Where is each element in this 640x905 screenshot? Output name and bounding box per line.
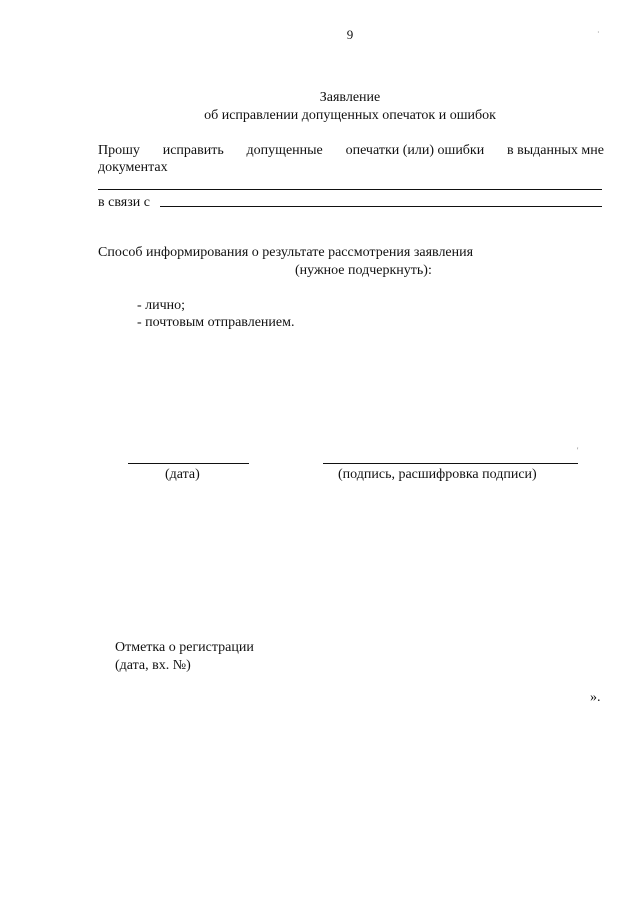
scan-tick-mark: ': [577, 446, 579, 455]
signature-line: [323, 463, 578, 464]
notification-option-mail: - почтовым отправлением.: [137, 315, 295, 330]
request-word: исправить: [162, 143, 224, 158]
registration-mark-details: (дата, вх. №): [115, 658, 191, 673]
request-word: допущенные: [246, 143, 323, 158]
scan-dot-mark: ·: [597, 28, 600, 37]
request-text-line: [98, 143, 604, 160]
notification-option-personal: - лично;: [137, 298, 186, 313]
date-caption: (дата): [165, 467, 200, 482]
closing-quote: ».: [590, 690, 601, 705]
document-subtitle: об исправлении допущенных опечаток и ошибок: [204, 108, 496, 123]
request-word: опечатки (или) ошибки: [345, 143, 485, 158]
registration-mark-label: Отметка о регистрации: [115, 640, 254, 655]
document-title: Заявление: [319, 90, 381, 105]
documents-fill-line: [98, 189, 602, 190]
request-word: в выданных мне: [507, 143, 604, 158]
page-number: 9: [346, 27, 354, 42]
notification-heading: Способ информирования о результате рассмотрения заявления: [98, 245, 474, 260]
reason-label: в связи с: [98, 195, 150, 210]
date-signature-line: [128, 463, 249, 464]
reason-fill-line: [160, 206, 602, 207]
request-word: Прошу: [98, 143, 140, 158]
signature-caption: (подпись, расшифровка подписи): [338, 467, 537, 482]
notification-note: (нужное подчеркнуть):: [295, 263, 432, 278]
request-text-continuation: документах: [98, 160, 168, 175]
